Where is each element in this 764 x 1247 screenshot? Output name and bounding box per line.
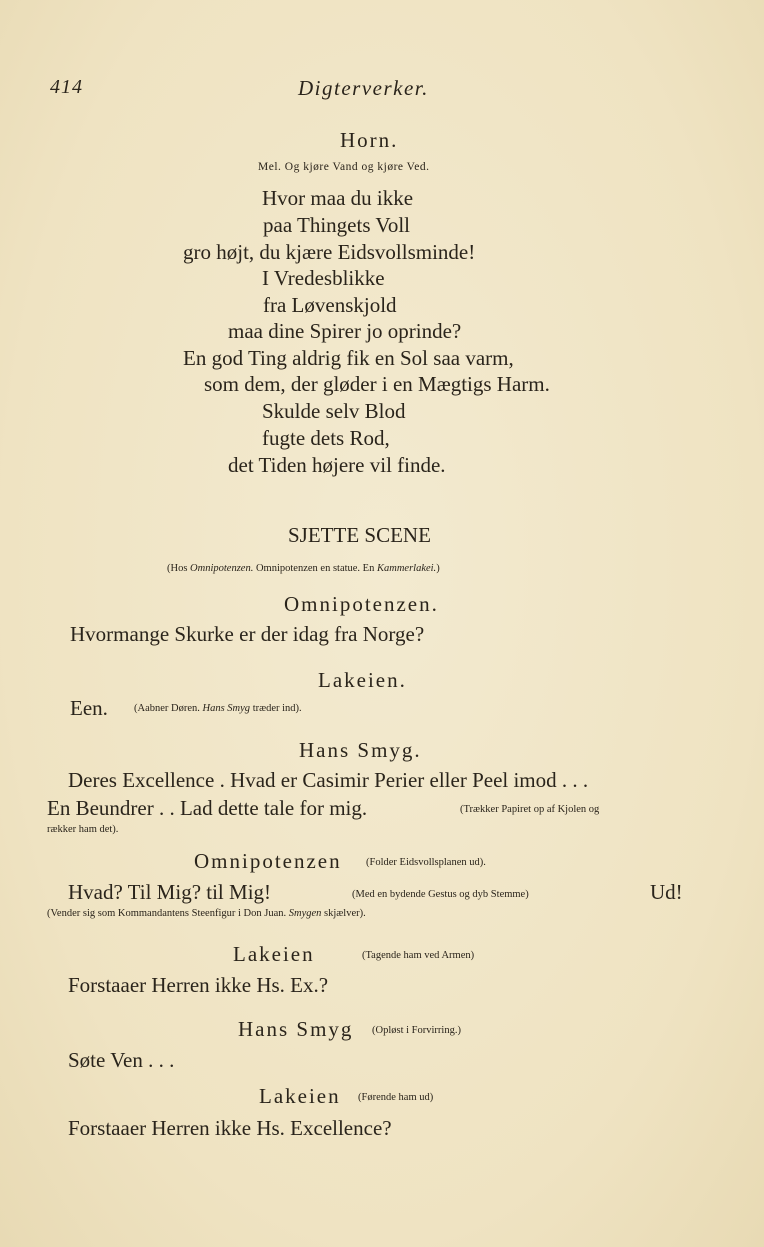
stage-direction: (Tagende ham ved Armen) [362, 950, 475, 961]
poem-line: det Tiden højere vil finde. [228, 453, 446, 477]
stage-direction: (Trækker Papiret op af Kjolen og [460, 804, 600, 815]
speech-line: Forstaaer Herren ikke Hs. Excellence? [68, 1116, 392, 1140]
speech-line: En Beundrer . . Lad dette tale for mig. [47, 796, 368, 820]
poem-line: paa Thingets Voll [263, 213, 410, 237]
speaker-name: Omnipotenzen. [284, 592, 439, 616]
poem-line: Skulde selv Blod [262, 399, 406, 423]
running-title: Digterverker. [298, 76, 429, 100]
speech-line: Deres Excellence . Hvad er Casimir Perier eller Peel imod . . . [68, 768, 589, 792]
speaker-name: Lakeien [259, 1084, 341, 1108]
poem-line: En god Ting aldrig fik en Sol saa varm, [183, 346, 514, 370]
poem-line: gro højt, du kjære Eidsvollsminde! [183, 240, 476, 264]
speaker-name: Lakeien [233, 942, 315, 966]
poem-melody: Mel. Og kjøre Vand og kjøre Ved. [258, 161, 430, 173]
speech-line: Ud! [650, 880, 683, 904]
poem-line: fra Løvenskjold [263, 293, 397, 317]
scene-direction: (Hos Omnipotenzen. Omnipotenzen en statue. En Kammerlakei.) [167, 563, 440, 574]
stage-direction: (Vender sig som Kommandantens Steenfigur i Don Juan. Smygen skjælver). [47, 908, 366, 919]
stage-direction: (Førende ham ud) [358, 1092, 434, 1103]
speaker-name: Lakeien. [318, 668, 407, 692]
speech-line: Forstaaer Herren ikke Hs. Ex.? [68, 973, 329, 997]
speech-line: Hvad? Til Mig? til Mig! [68, 880, 272, 904]
stage-direction: (Aabner Døren. Hans Smyg træder ind). [134, 703, 302, 714]
speaker-name: Hans Smyg [238, 1017, 354, 1041]
stage-direction: (Med en bydende Gestus og dyb Stemme) [352, 889, 529, 900]
poem-line: maa dine Spirer jo oprinde? [228, 319, 462, 343]
speaker-name: Hans Smyg. [299, 738, 422, 762]
poem-line: fugte dets Rod, [262, 426, 390, 450]
stage-direction: (Folder Eidsvollsplanen ud). [366, 857, 486, 868]
page-number: 414 [50, 76, 83, 98]
poem-title: Horn. [340, 128, 399, 152]
scene-heading: SJETTE SCENE [288, 523, 431, 547]
poem-line: Hvor maa du ikke [262, 186, 414, 210]
poem-line: I Vredesblikke [262, 266, 385, 290]
speaker-name: Omnipotenzen [194, 849, 342, 873]
poem-line: som dem, der gløder i en Mægtigs Harm. [204, 372, 550, 396]
speech-line: Søte Ven . . . [68, 1048, 175, 1072]
stage-direction: rækker ham det). [47, 824, 119, 835]
speech-line: Een. [70, 696, 108, 720]
stage-direction: (Opløst i Forvirring.) [372, 1025, 461, 1036]
speech-line: Hvormange Skurke er der idag fra Norge? [70, 622, 425, 646]
